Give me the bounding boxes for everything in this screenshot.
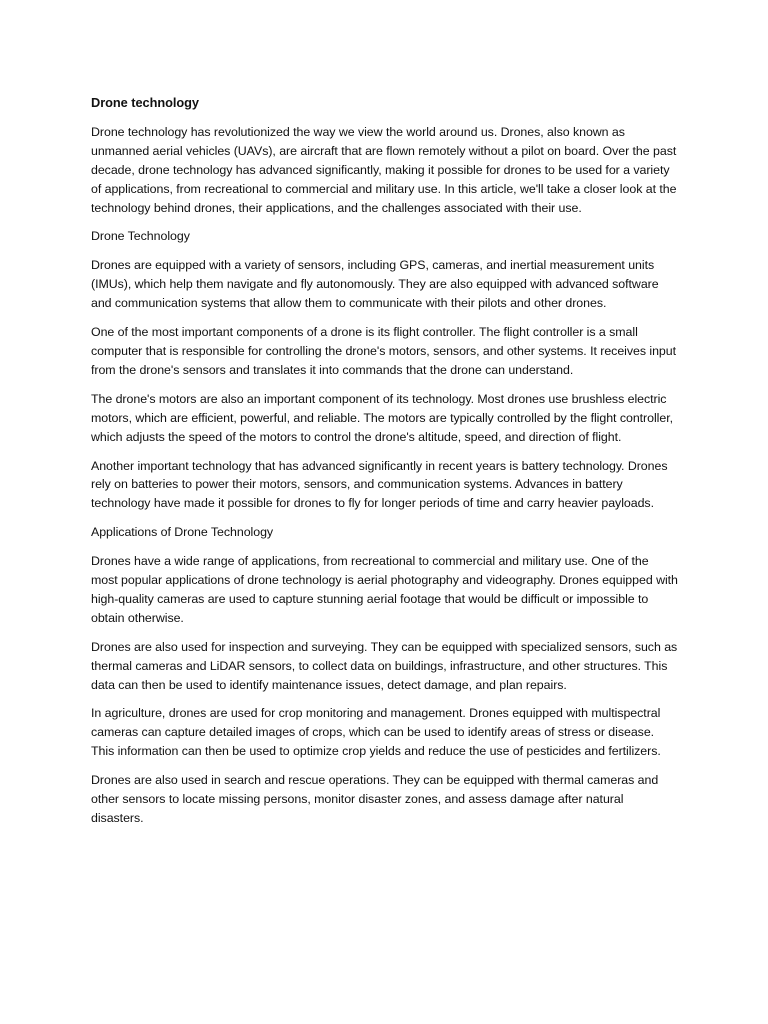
paragraph-intro: Drone technology has revolutionized the way we view the world around us. Drones, also known as unmanned aerial vehicles (UAVs), are aircraft that are flown remotely without a pilot on board. Over the past decade, drone technology has advanced significantly, making it possible for drones to be used for a variety of applications, from recreational to commercial and military use. In this article, we'll take a closer look at the technology behind drones, their applications, and the challenges associated with their use. <box>91 124 677 215</box>
paragraph-inspection: Drones are also used for inspection and surveying. They can be equipped with specialized sensors, such as thermal cameras and LiDAR sensors, to collect data on buildings, infrastructure, and other structures. This data can then be used to identify maintenance issues, detect damage, and plan repairs. <box>91 639 678 692</box>
paragraph-motors: The drone's motors are also an important component of its technology. Most drones use brushless electric motors, which are efficient, powerful, and reliable. The motors are typically controlled by the flight controller, which adjusts the speed of the motors to control the drone's altitude, speed, and direction of flight. <box>91 391 673 444</box>
paragraph-search-rescue: Drones are also used in search and rescue operations. They can be equipped with thermal cameras and other sensors to locate missing persons, monitor disaster zones, and assess damage after natural disasters. <box>91 773 659 825</box>
paragraph-agriculture: In agriculture, drones are used for crop monitoring and management. Drones equipped with multispectral cameras can capture detailed images of crops, which can be used to identify areas of stress or disease. This information can then be used to optimize crop yields and reduce the use of pesticides and fertilizers. <box>91 706 661 759</box>
paragraph-battery: Another important technology that has advanced significantly in recent years is battery technology. Drones rely on batteries to power their motors, sensors, and communication systems. Advances in battery technology have made it possible for drones to fly for longer periods of time and carry heavier payloads. <box>91 458 668 511</box>
paragraph-sensors: Drones are equipped with a variety of sensors, including GPS, cameras, and inertial measurement units (IMUs), which help them navigate and fly autonomously. They are also equipped with advanced software and communication systems that allow them to communicate with their pilots and other drones. <box>91 258 659 311</box>
document-title: Drone technology <box>91 95 199 110</box>
section-heading-drone-technology: Drone Technology <box>91 229 190 244</box>
section-heading-applications: Applications of Drone Technology <box>91 525 274 540</box>
paragraph-photography: Drones have a wide range of applications, from recreational to commercial and military use. One of the most popular applications of drone technology is aerial photography and videography. Drones equipped with high-quality cameras are used to capture stunning aerial footage that would be difficult or impossible to obtain otherwise. <box>91 554 678 625</box>
paragraph-flight-controller: One of the most important components of a drone is its flight controller. The flight controller is a small computer that is responsible for controlling the drone's motors, sensors, and other systems. It receives input from the drone's sensors and translates it into commands that the drone can understand. <box>91 325 677 377</box>
